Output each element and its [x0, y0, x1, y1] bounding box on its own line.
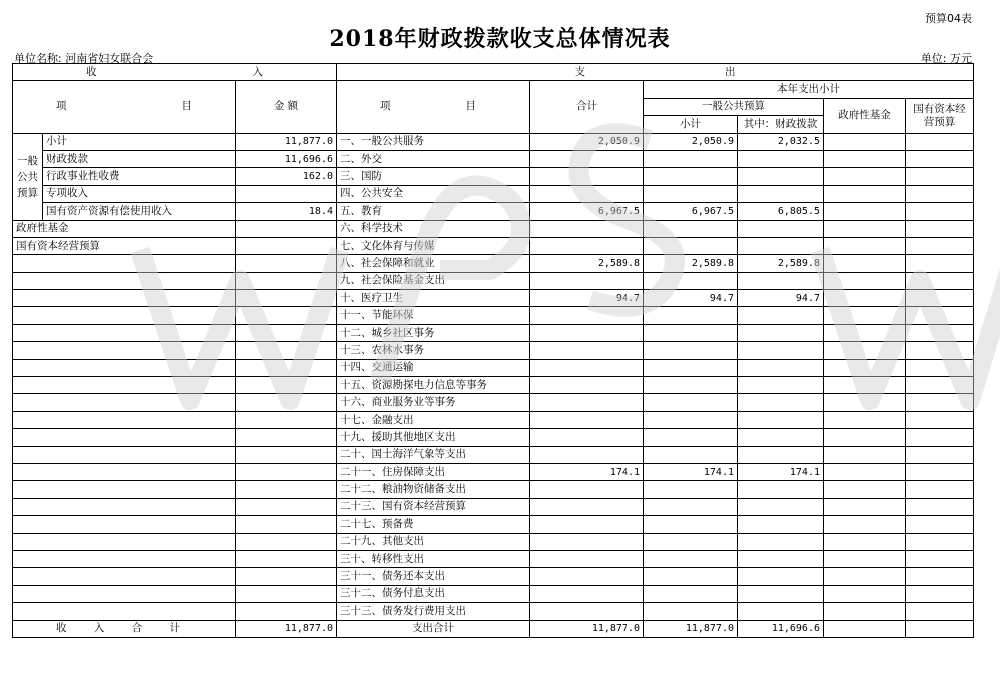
expense-soe-value: [906, 255, 974, 272]
income-empty-cell: [13, 324, 236, 341]
income-empty-value: [236, 342, 337, 359]
income-empty-value: [236, 272, 337, 289]
income-empty-cell: [13, 377, 236, 394]
income-empty-value: [236, 290, 337, 307]
table-row: [13, 324, 974, 341]
expense-soe-value: [906, 150, 974, 167]
expense-soe-value: [906, 550, 974, 567]
expense-gov-fund-value: [824, 533, 906, 550]
expense-total-value: [530, 394, 644, 411]
expense-fiscal-value: [738, 185, 824, 202]
table-row: [13, 359, 974, 376]
expense-subtotal-value: [644, 307, 738, 324]
income-empty-cell: [13, 411, 236, 428]
expense-fiscal-value: [738, 168, 824, 185]
expense-subtotal-value: [644, 237, 738, 254]
table-row: [13, 220, 974, 237]
expense-subtotal-value: [644, 550, 738, 567]
expense-item-label: 三十、转移性支出: [337, 550, 530, 567]
general-budget-header: 一般公共预算: [644, 98, 824, 115]
income-empty-value: [236, 446, 337, 463]
expense-grand-soe: [906, 620, 974, 637]
income-empty-value: [236, 533, 337, 550]
income-empty-value: [236, 585, 337, 602]
expense-item-label: 十六、商业服务业等事务: [337, 394, 530, 411]
expense-total-value: [530, 324, 644, 341]
income-empty-value: [236, 463, 337, 480]
expense-fiscal-value: [738, 377, 824, 394]
income-empty-cell: [13, 603, 236, 620]
expense-total-value: [530, 185, 644, 202]
expense-header: 支 出: [337, 64, 974, 81]
expense-subtotal-value: [644, 377, 738, 394]
expense-fiscal-value: 6,805.5: [738, 203, 824, 220]
expense-gov-fund-value: [824, 359, 906, 376]
expense-item-label: 三、国防: [337, 168, 530, 185]
expense-subtotal-value: [644, 533, 738, 550]
expense-total-value: [530, 429, 644, 446]
income-empty-value: [236, 394, 337, 411]
income-empty-cell: [13, 342, 236, 359]
expense-subtotal-value: [644, 568, 738, 585]
expense-total-value: [530, 446, 644, 463]
expense-fiscal-value: [738, 307, 824, 324]
income-header: 收 入: [13, 64, 337, 81]
income-empty-cell: [13, 516, 236, 533]
expense-item-label: 二十七、预备费: [337, 516, 530, 533]
income-item-header: 项 目: [13, 81, 236, 133]
expense-soe-value: [906, 446, 974, 463]
income-empty-cell: [13, 290, 236, 307]
table-row: [13, 446, 974, 463]
expense-fiscal-value: [738, 516, 824, 533]
expense-item-label: 四、公共安全: [337, 185, 530, 202]
expense-item-label: 五、教育: [337, 203, 530, 220]
expense-soe-value: [906, 272, 974, 289]
expense-soe-value: [906, 133, 974, 150]
income-empty-value: [236, 324, 337, 341]
expense-total-value: [530, 150, 644, 167]
form-code: 预算04表: [925, 12, 972, 25]
income-item-label: 国有资产资源有偿使用收入: [43, 203, 236, 220]
expense-fiscal-value: [738, 550, 824, 567]
expense-soe-value: [906, 324, 974, 341]
table-row: [13, 481, 974, 498]
table-row: [13, 237, 974, 254]
income-gov-fund-label: 政府性基金: [13, 220, 236, 237]
income-empty-cell: [13, 394, 236, 411]
expense-subtotal-value: [644, 150, 738, 167]
income-empty-cell: [13, 568, 236, 585]
expense-gov-fund-value: [824, 516, 906, 533]
expense-total-value: [530, 307, 644, 324]
expense-item-label: 十一、节能环保: [337, 307, 530, 324]
expense-gov-fund-value: [824, 168, 906, 185]
table-row: [13, 498, 974, 515]
expense-gov-fund-value: [824, 150, 906, 167]
expense-gov-fund-value: [824, 342, 906, 359]
expense-soe-value: [906, 307, 974, 324]
expense-gov-fund-value: [824, 307, 906, 324]
expense-item-label: 二十三、国有资本经营预算: [337, 498, 530, 515]
subtotal-header: 小计: [644, 116, 738, 133]
currency-unit: 单位: 万元: [920, 52, 972, 65]
expense-item-header: 项 目: [337, 81, 530, 133]
income-empty-value: [236, 411, 337, 428]
expense-item-label: 二十九、其他支出: [337, 533, 530, 550]
expense-total-value: 94.7: [530, 290, 644, 307]
expense-total-value: [530, 237, 644, 254]
expense-soe-value: [906, 377, 974, 394]
expense-total-value: [530, 220, 644, 237]
income-item-value: 18.4: [236, 203, 337, 220]
expense-fiscal-value: [738, 411, 824, 428]
income-subtotal-value: 11,877.0: [236, 133, 337, 150]
expense-item-label: 二十二、粮油物资储备支出: [337, 481, 530, 498]
income-empty-value: [236, 516, 337, 533]
expense-gov-fund-value: [824, 429, 906, 446]
expense-soe-value: [906, 220, 974, 237]
expense-soe-value: [906, 481, 974, 498]
gov-fund-header: 政府性基金: [824, 98, 906, 133]
income-item-label: 财政拨款: [43, 150, 236, 167]
expense-subtotal-value: [644, 185, 738, 202]
expense-gov-fund-value: [824, 446, 906, 463]
table-row: [13, 185, 974, 202]
expense-total-value: [530, 342, 644, 359]
header-row-1: [13, 64, 974, 81]
expense-fiscal-value: [738, 394, 824, 411]
expense-grand-gov-fund: [824, 620, 906, 637]
expense-subtotal-value: [644, 272, 738, 289]
expense-gov-fund-value: [824, 237, 906, 254]
expense-subtotal-value: [644, 324, 738, 341]
expense-total-value: [530, 498, 644, 515]
expense-fiscal-value: [738, 359, 824, 376]
unit-name: 单位名称: 河南省妇女联合会: [14, 52, 154, 65]
expense-gov-fund-value: [824, 481, 906, 498]
income-gov-fund-value: [236, 220, 337, 237]
expense-soe-value: [906, 516, 974, 533]
expense-item-label: 九、社会保险基金支出: [337, 272, 530, 289]
of-which-header: 其中：财政拨款: [738, 116, 824, 133]
expense-fiscal-value: [738, 481, 824, 498]
expense-fiscal-value: [738, 342, 824, 359]
income-empty-cell: [13, 533, 236, 550]
expense-fiscal-value: [738, 498, 824, 515]
expense-fiscal-value: 2,032.5: [738, 133, 824, 150]
expense-gov-fund-value: [824, 203, 906, 220]
expense-total-value: [530, 585, 644, 602]
expense-gov-fund-value: [824, 411, 906, 428]
expense-total-value: [530, 481, 644, 498]
soe-budget-header: 国有资本经营预算: [906, 98, 974, 133]
income-item-label: 专项收入: [43, 185, 236, 202]
expense-item-label: 六、科学技术: [337, 220, 530, 237]
expense-total-value: 2,589.8: [530, 255, 644, 272]
expense-soe-value: [906, 498, 974, 515]
expense-total-value: 6,967.5: [530, 203, 644, 220]
table-row: [13, 342, 974, 359]
expense-gov-fund-value: [824, 133, 906, 150]
expense-gov-fund-value: [824, 185, 906, 202]
expense-soe-value: [906, 185, 974, 202]
expense-total-value: [530, 377, 644, 394]
expense-total-value: [530, 533, 644, 550]
table-row: [13, 429, 974, 446]
expense-soe-value: [906, 290, 974, 307]
income-empty-value: [236, 603, 337, 620]
income-empty-cell: [13, 359, 236, 376]
table-row: [13, 255, 974, 272]
expense-item-label: 八、社会保障和就业: [337, 255, 530, 272]
expense-gov-fund-value: [824, 603, 906, 620]
income-empty-cell: [13, 550, 236, 567]
expense-item-label: 二十一、住房保障支出: [337, 463, 530, 480]
expense-gov-fund-value: [824, 272, 906, 289]
expense-soe-value: [906, 585, 974, 602]
budget-table: [12, 63, 974, 638]
expense-subtotal-value: 6,967.5: [644, 203, 738, 220]
expense-total-value: [530, 168, 644, 185]
expense-grand-fiscal: 11,696.6: [738, 620, 824, 637]
table-row: [13, 272, 974, 289]
income-empty-value: [236, 429, 337, 446]
expense-gov-fund-value: [824, 394, 906, 411]
table-row: [13, 533, 974, 550]
expense-soe-value: [906, 168, 974, 185]
expense-total-value: [530, 550, 644, 567]
expense-item-label: 十九、援助其他地区支出: [337, 429, 530, 446]
income-empty-value: [236, 550, 337, 567]
expense-subtotal-value: [644, 411, 738, 428]
expense-fiscal-value: 174.1: [738, 463, 824, 480]
expense-subtotal-value: 94.7: [644, 290, 738, 307]
expense-total-value: [530, 272, 644, 289]
income-empty-cell: [13, 255, 236, 272]
expense-grand-subtotal: 11,877.0: [644, 620, 738, 637]
expense-subtotal-value: 2,050.9: [644, 133, 738, 150]
expense-item-label: 一、一般公共服务: [337, 133, 530, 150]
income-empty-cell: [13, 446, 236, 463]
amount-header: 金 额: [236, 81, 337, 133]
income-item-label: 行政事业性收费: [43, 168, 236, 185]
income-item-value: 162.0: [236, 168, 337, 185]
expense-subtotal-value: [644, 516, 738, 533]
income-empty-cell: [13, 585, 236, 602]
income-soe-value: [236, 237, 337, 254]
table-row: [13, 411, 974, 428]
table-row: [13, 394, 974, 411]
expense-total-value: [530, 568, 644, 585]
expense-item-label: 七、文化体育与传媒: [337, 237, 530, 254]
expense-subtotal-value: [644, 585, 738, 602]
expense-gov-fund-value: [824, 220, 906, 237]
table-row: [13, 516, 974, 533]
expense-item-label: 十四、交通运输: [337, 359, 530, 376]
expense-fiscal-value: [738, 429, 824, 446]
expense-total-value: 2,050.9: [530, 133, 644, 150]
table-row: [13, 133, 974, 150]
table-row: [13, 150, 974, 167]
expense-item-label: 三十三、债务发行费用支出: [337, 603, 530, 620]
expense-subtotal-value: [644, 168, 738, 185]
income-empty-cell: [13, 463, 236, 480]
income-group-label: 一般公共预算: [13, 133, 43, 220]
expense-fiscal-value: [738, 220, 824, 237]
table-row: [13, 463, 974, 480]
expense-gov-fund-value: [824, 463, 906, 480]
income-total-label: 收 入 合 计: [13, 620, 236, 637]
expense-subtotal-value: [644, 429, 738, 446]
expense-gov-fund-value: [824, 585, 906, 602]
income-empty-value: [236, 377, 337, 394]
expense-soe-value: [906, 411, 974, 428]
table-row: [13, 585, 974, 602]
expense-soe-value: [906, 342, 974, 359]
income-soe-label: 国有资本经营预算: [13, 237, 236, 254]
expense-subtotal-value: [644, 603, 738, 620]
income-empty-cell: [13, 429, 236, 446]
expense-subtotal-value: [644, 220, 738, 237]
total-header: 合计: [530, 81, 644, 133]
expense-item-label: 十七、金融支出: [337, 411, 530, 428]
expense-fiscal-value: [738, 568, 824, 585]
expense-total-value: [530, 411, 644, 428]
expense-soe-value: [906, 359, 974, 376]
expense-item-label: 十二、城乡社区事务: [337, 324, 530, 341]
expense-gov-fund-value: [824, 498, 906, 515]
expense-item-label: 十五、资源勘探电力信息等事务: [337, 377, 530, 394]
income-subtotal-label: 小计: [43, 133, 236, 150]
expense-fiscal-value: [738, 585, 824, 602]
income-empty-value: [236, 481, 337, 498]
income-item-value: 11,696.6: [236, 150, 337, 167]
expense-gov-fund-value: [824, 255, 906, 272]
expense-grand-total: 11,877.0: [530, 620, 644, 637]
expense-gov-fund-value: [824, 324, 906, 341]
expense-fiscal-value: [738, 603, 824, 620]
expense-gov-fund-value: [824, 550, 906, 567]
current-year-header: 本年支出小计: [644, 81, 974, 98]
expense-total-value: [530, 516, 644, 533]
expense-soe-value: [906, 237, 974, 254]
income-item-value: [236, 185, 337, 202]
expense-item-label: 三十二、债务付息支出: [337, 585, 530, 602]
expense-fiscal-value: 94.7: [738, 290, 824, 307]
expense-total-value: [530, 603, 644, 620]
expense-subtotal-value: 174.1: [644, 463, 738, 480]
income-empty-cell: [13, 498, 236, 515]
page-title: 2018年财政拨款收支总体情况表: [329, 26, 671, 52]
expense-fiscal-value: 2,589.8: [738, 255, 824, 272]
totals-row: [13, 620, 974, 637]
table-row: [13, 168, 974, 185]
expense-soe-value: [906, 568, 974, 585]
table-row: [13, 568, 974, 585]
expense-fiscal-value: [738, 446, 824, 463]
table-row: [13, 203, 974, 220]
table-row: [13, 377, 974, 394]
expense-fiscal-value: [738, 324, 824, 341]
expense-soe-value: [906, 463, 974, 480]
expense-total-value: 174.1: [530, 463, 644, 480]
expense-fiscal-value: [738, 150, 824, 167]
expense-soe-value: [906, 394, 974, 411]
expense-item-label: 二十、国土海洋气象等支出: [337, 446, 530, 463]
table-row: [13, 290, 974, 307]
expense-subtotal-value: [644, 394, 738, 411]
expense-total-value: [530, 359, 644, 376]
table-row: [13, 603, 974, 620]
expense-item-label: 十、医疗卫生: [337, 290, 530, 307]
expense-total-label: 支出合计: [337, 620, 530, 637]
expense-item-label: 十三、农林水事务: [337, 342, 530, 359]
expense-soe-value: [906, 603, 974, 620]
income-total-value: 11,877.0: [236, 620, 337, 637]
expense-subtotal-value: [644, 498, 738, 515]
expense-fiscal-value: [738, 237, 824, 254]
expense-soe-value: [906, 203, 974, 220]
income-empty-value: [236, 568, 337, 585]
expense-soe-value: [906, 429, 974, 446]
expense-item-label: 二、外交: [337, 150, 530, 167]
expense-subtotal-value: 2,589.8: [644, 255, 738, 272]
income-empty-value: [236, 359, 337, 376]
income-empty-value: [236, 255, 337, 272]
income-empty-value: [236, 307, 337, 324]
expense-subtotal-value: [644, 359, 738, 376]
header-row-2: [13, 81, 974, 98]
table-row: [13, 550, 974, 567]
table-row: [13, 307, 974, 324]
expense-subtotal-value: [644, 446, 738, 463]
income-empty-cell: [13, 307, 236, 324]
expense-subtotal-value: [644, 342, 738, 359]
expense-gov-fund-value: [824, 290, 906, 307]
expense-gov-fund-value: [824, 377, 906, 394]
expense-item-label: 三十一、债务还本支出: [337, 568, 530, 585]
expense-gov-fund-value: [824, 568, 906, 585]
expense-soe-value: [906, 533, 974, 550]
income-empty-cell: [13, 481, 236, 498]
expense-fiscal-value: [738, 533, 824, 550]
expense-fiscal-value: [738, 272, 824, 289]
income-empty-cell: [13, 272, 236, 289]
income-empty-value: [236, 498, 337, 515]
expense-subtotal-value: [644, 481, 738, 498]
